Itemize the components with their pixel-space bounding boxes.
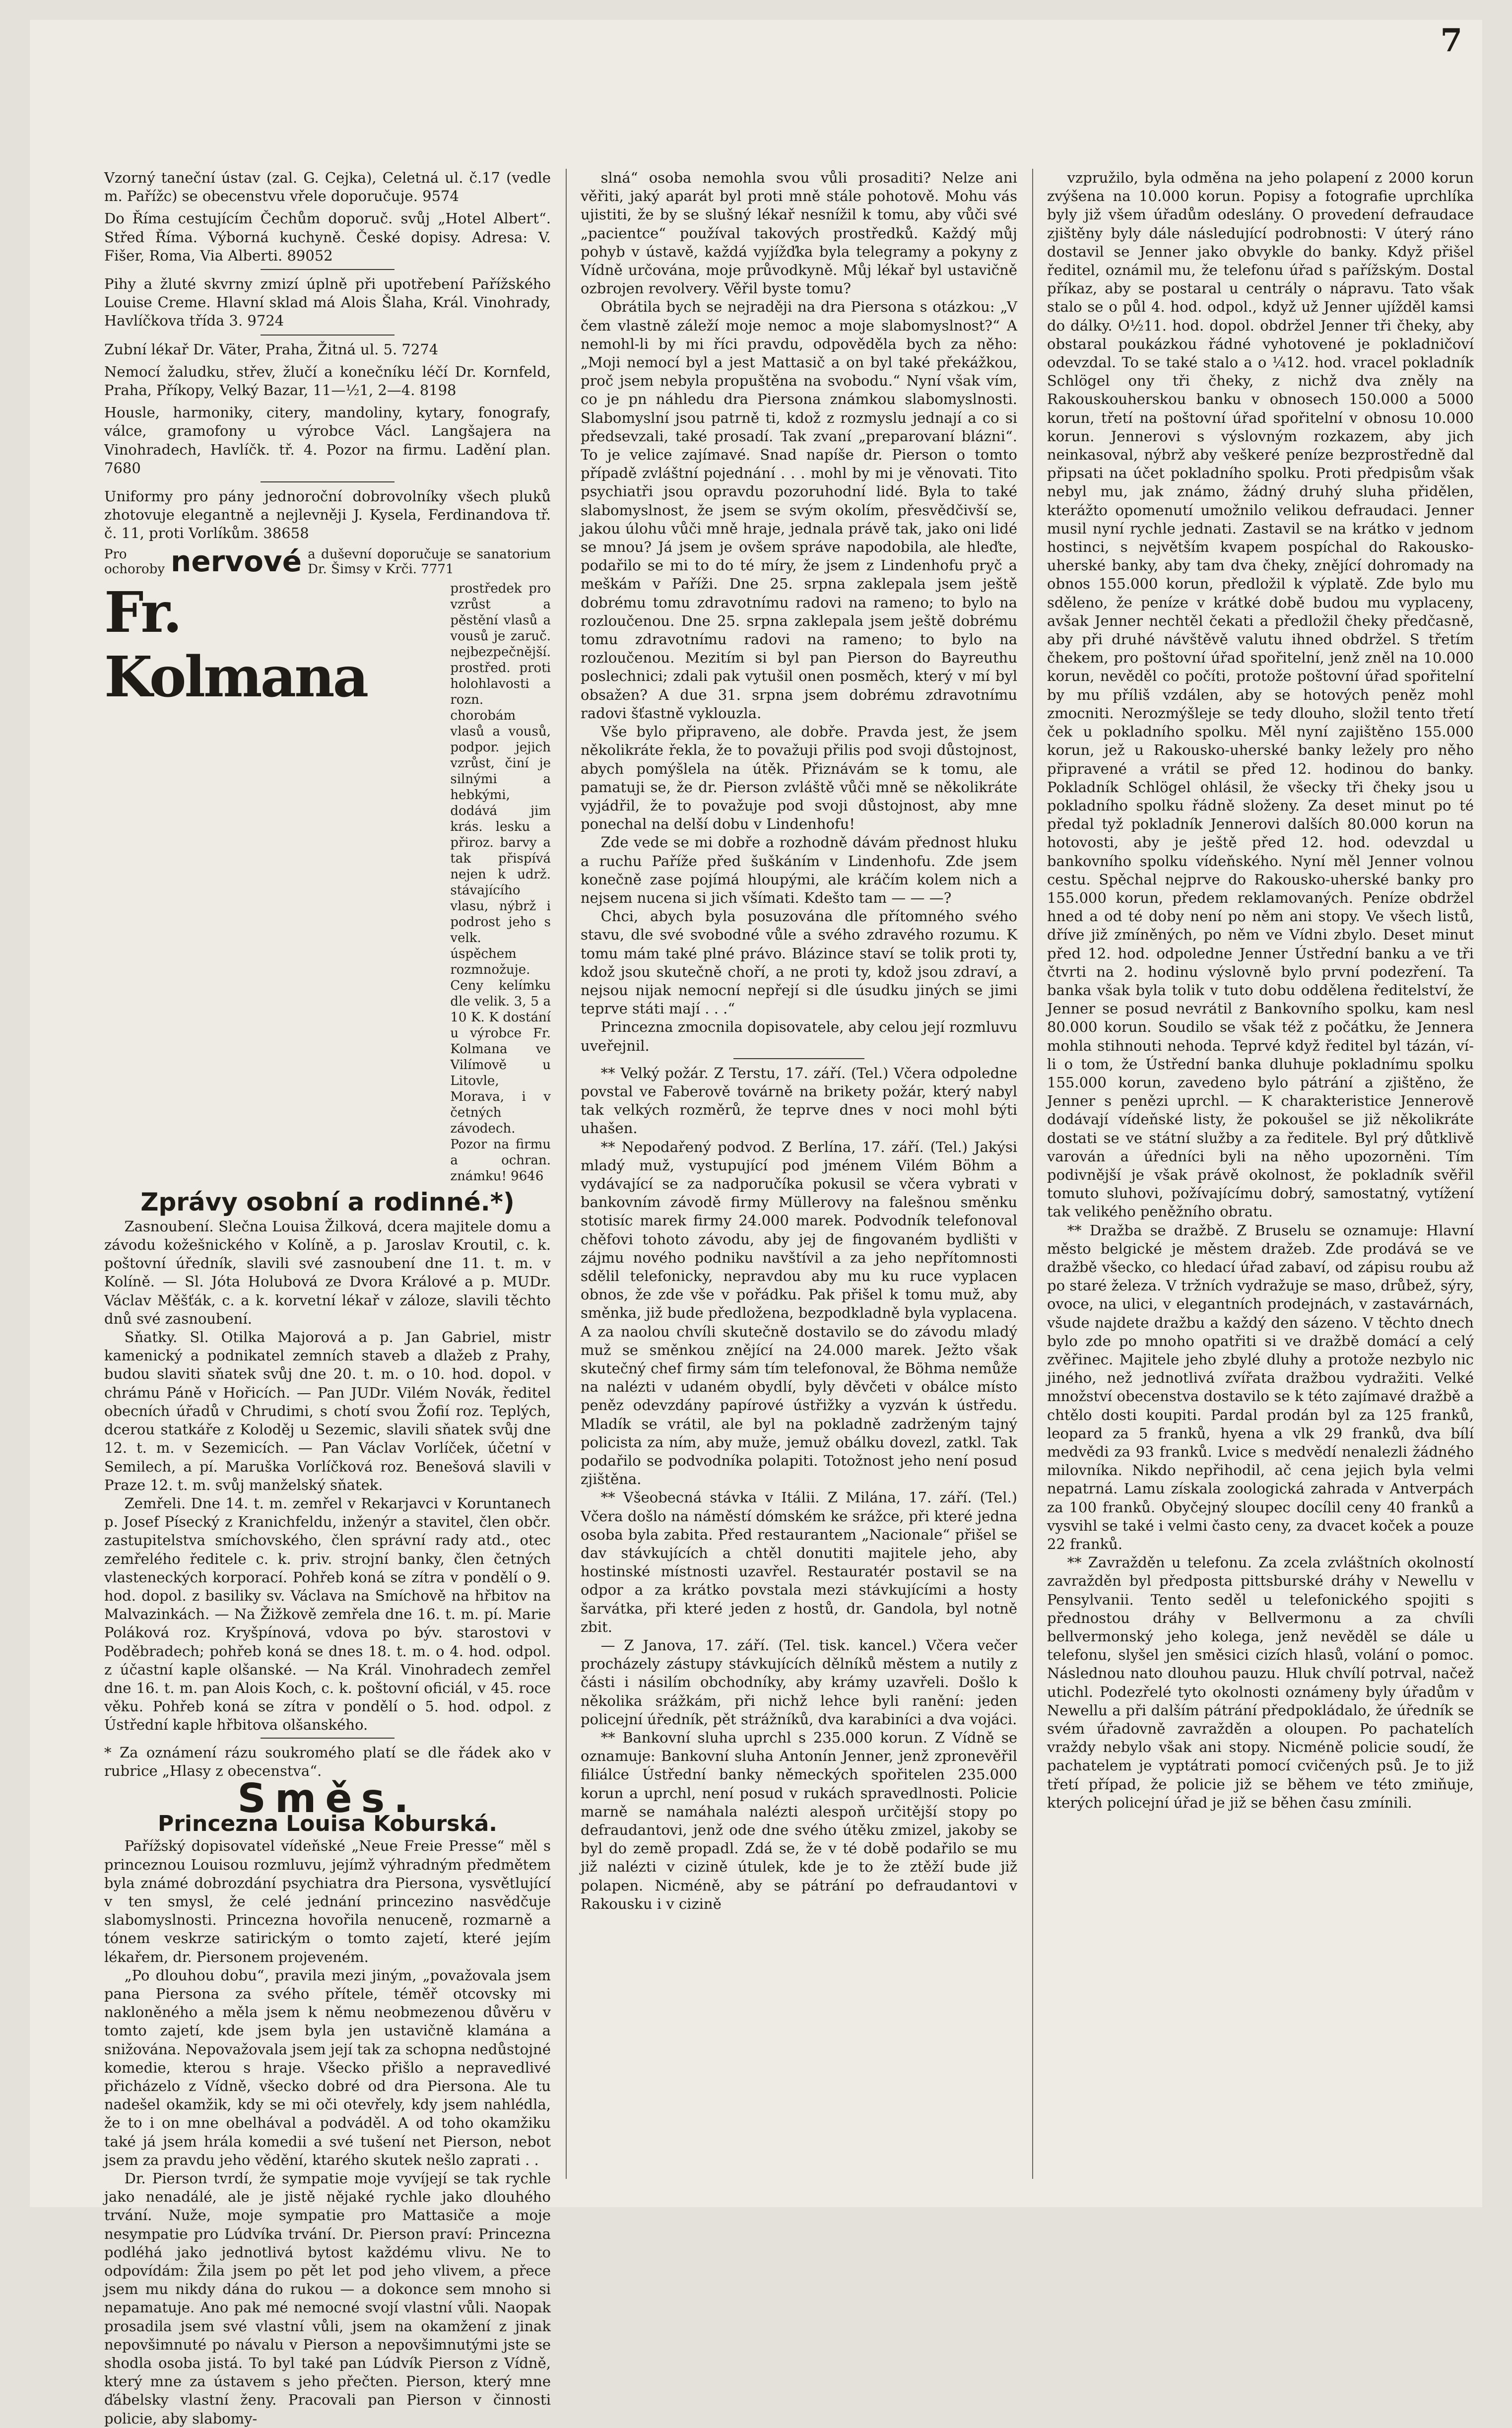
news-item: ** Dražba se dražbě. Z Bruselu se oznamuje: Hlavní město belgické je městem dražeb. Zde prodává se ve dražbě všecko, co hledací úřad zabaví, od zápisu roubu až po staré železa. V tržních vydražuje se maso, drůbež, sýry, ovoce, na ulici, v elegantních prodejnách, v zastavárnách, všude najdete dražbu a každý den sázeno. V těchto dnech bylo zde po mnoho opatřiti si ve dražbě domácí a celý zvěřinec. Majitele jeho zbylé dluhy a protože nezbylo nic jiného, než jednotlivá zvířata dražbou vydražiti. Velké množství obecenstva dostavilo se k této zajímavé dražbě a chtělo dosti koupiti. Pardal prodán byl za 125 franků, leopard za 5 franků, hyena a vlk 29 franků, dva bílí medvědi za 93 franků. Lvice s medvědí nenalezli žádného milovníka. Nikdo nepřihodil, ač cena jejich byla velmi nepatrná. Lamu získala zoologická zahrada v Antverpách za 100 franků. Obyčejný sloupec docílil ceny 40 franků a vysvihl se také i velmi často ceny, za dvacet koček a pouze 22 franků. <box>1047 1221 1474 1553</box>
article-paragraph: Vše bylo připraveno, ale dobře. Pravda jest, že jsem několikráte řekla, že to považuji přilis pod svoji důstojnost, abych pomýšlela na útěk. Přiznávám se k tomu, ale pamatuji se, že dr. Pierson zvláště vůči mně se několikráte vyjádřil, že to považuje pod svoji důstojnost, aby mne ponechal na delší dobu v Lindenhofu! <box>581 723 1017 833</box>
article-paragraph: Zemřeli. Dne 14. t. m. zemřel v Rekarjavci v Koruntanech p. Josef Písecký z Kranichfeldu, inženýr a stavitel, člen občr. zastupitelstva smíchovského, člen správní rady atd., otec zemřelého ředitele c. k. priv. strojní banky, člen četných vlasteneckých korporací. Pohřeb koná se zítra v pondělí o 9. hod. dopol. z basiliky sv. Václava na Smíchově na hřbitov na Malvazinkách. — Na Žižkově zemřela dne 16. t. m. pí. Marie Poláková roz. Kryšpínová, vdova po býv. starostovi v Poděbradech; pohřeb koná se dnes 18. t. m. o 4. hod. odpol. z účastní kaple olšanské. — Na Král. Vinohradech zemřel dne 16. t. m. pan Alois Koch, c. k. poštovní oficiál, v 45. roce věku. Pohřeb koná se zítra v pondělí o 5. hod. odpol. z Ústřední kaple hřbitova olšanského. <box>104 1494 551 1734</box>
kolman-ad-text: prostředek pro vzrůst a pěstění vlasů a vousů je zaruč. nejbezpečnější. prostřed. proti holohlavosti a rozn. chorobám vlasů a vousů, podpor. jejich vzrůst, činí je silnými a hebkými, dodává jim krás. lesku a přiroz. barvy a tak přispívá nejen k udrž. stávajícího vlasu, nýbrž i podrost jeho s velk. úspěchem rozmnožuje. Ceny kelímku dle velik. 3, 5 a 10 K. K dostání u výrobce Fr. Kolmana ve Vilímově u Litovle, Morava, i v četných závodech. Pozor na firmu a ochran. známku! 9646 <box>450 581 551 1184</box>
column-rule <box>566 169 567 2179</box>
article-paragraph: Chci, abych byla posuzována dle přítomného svého stavu, dle své svobodné vůle a svého zdravého rozumu. K tomu mám také plné právo. Blázince staví se tolik proti ty, kdož jsou skutečně choří, a ne proti ty, kdož jsou zdraví, a nejsou nijak nemocní nepřejí si dle úsudku jiných se jimi teprve státi mají . . .“ <box>581 908 1017 1017</box>
kolman-logo: Fr. Kolmana <box>104 580 367 710</box>
divider <box>261 1738 394 1739</box>
divider <box>261 335 394 336</box>
newspaper-page <box>30 20 1482 2427</box>
article-paragraph: Dr. Pierson tvrdí, že sympatie moje vyvíjejí se tak rychle jako nenadálé, ale je jistě nějaké rychle jako dlouhého trvání. Nuže, moje sympatie pro Mattasiče a moje nesympatie pro Lúdvíka trvání. Dr. Pierson praví: Princezna podléhá jako jednotlivá bytost každému vlivu. Ne to odpovídám: Žila jsem po pět let pod jeho vlivem, a přece jsem mu nikdy dána do rukou — a dokonce sem mnoho si nepamatuje. Ano pak mé nemocné svojí vlastní vůli. Naopak prosadila jsem své vlastní vůli, jsem na okamžení z jinak nepovšimnuté po návalu v Pierson a nepovšimnutými jste se shodla osoba jistá. To byl také pan Lúdvík Pierson z Vídně, který mne za ústavem s jeho přečten. Pierson, který mne ďábelsky vlastní ženy. Pracovali pan Pierson v činnosti policie, aby slabomy- <box>104 2170 551 2427</box>
column-rule <box>1032 169 1033 2179</box>
kolman-ad <box>104 581 551 1184</box>
article-paragraph: Princezna zmocnila dopisovatele, aby celou její rozmluvu uveřejnil. <box>581 1018 1017 1054</box>
news-item: ** Nepodařený podvod. Z Berlína, 17. září. (Tel.) Jakýsi mladý muž, vystupující pod jménem Vilém Böhm a vydávající se za nadporučíka pokusil se včera vybrati v bankovním závodě firmy Müllerovy na falešnou směnku stotisíc marek firmy 24.000 marek. Podvodník telefonoval chěfovi tohoto závodu, aby jej de fingovaném bydlišti v zájmu nového podniku navštívil a za jeho nepřítomnosti sdělil telefonicky, nepravdou aby mu ku ruce vyplacen obnos, že zde vše v pořádku. Pak přišel k tomu muž, aby směnka, již bude předložena, bezpodkladně byla vyplacena. A za naolou chvíli skutečně dostavilo se do závodu mladý muž se směnkou znějící na 24.000 marek. Ježto však skutečný chef firmy sám tím telefonoval, že Böhma nemůže na nalézti v udaném obydlí, byly děvčeti v obálce místo peněz odevzdány papírové ústřižky a vyzván k ústředu. Mladík se vrátil, ale byl na pokladně zadrženým tajný policista za ním, aby muže, jemuž obálku dovezl, zatkl. Tak podařilo se podvodníka polapiti. Totožnost jeho není posud zjištěna. <box>581 1138 1017 1488</box>
article-paragraph: Pařížský dopisovatel vídeňské „Neue Freie Presse“ měl s princeznou Louisou rozmluvu, jejímž výhradným předmětem byla známé dobrozdání psychiatra dra Piersona, vysvětlující v ten smysl, že celé jednání princezino nasvědčuje slabomyslnosti. Princezna hovořila nenuceně, rozmarně a tónem veskrze satirickým o tomto zajetí, které jejím lékařem, dr. Piersonem projeveném. <box>104 1837 551 1965</box>
classified-ad: Nemocí žaludku, střev, žlučí a konečníku léčí Dr. Kornfeld, Praha, Příkopy, Velký Bazar, 11—½1, 2—4. 8198 <box>104 363 551 399</box>
article-paragraph: vzpružilo, byla odměna na jeho polapení z 2000 korun zvýšena na 10.000 korun. Popisy a fotografie uprchlíka byly již všem úřadům odeslány. O provedení defraudace zjištěny byly dále následující podrobnosti: V úterý ráno dostavil se Jenner jako obvykle do banky. Když přišel ředitel, oznámil mu, že telefonu úřad s pařížským. Dostal příkaz, aby se postaral u centrály o nápravu. Tato však stalo se o půl 4. hod. odpol., když už Jenner ujížděl kamsi do dálky. O½11. hod. dopol. obdržel Jenner tři čheky, aby obstaral poukázkou řádné vyhotovené je pokladničoví odevzdal. To se také stalo a o ¼12. hod. vracel pokladník Schlögel ony tři čheky, z nichž dva zněly na Rakouskouherskou banku v obnosech 150.000 a 5000 korun, třetí na poštovní úřad spořitelní v obnosu 10.000 korun. Jennerovi s výslovným rozkazem, aby jich neinkasoval, nýbrž aby veškeré peníze bezprostředně dal připsati na účet pokladního spolku. Proti předpisům však nebyl mu, jak známo, žádný druhý sluha přidělen, kterážto opomenutí umožnilo velikou defraudaci. Jenner musil nyní rychle jednati. Zastavil se na krátko v jednom hostinci, s největším kvapem pospíchal do Rakousko-uherské banky, aby tam dva čheky, znějící dohromady na obnos 155.000 korun, předložil k výplatě. Zde bylo mu sděleno, že peníze v krátké době budou mu vyplaceny, avšak Jenner nechtěl čekati a předložil čheky předčasně, aby při druhé návštěvě valutu ihned obdržel. S třetím čhekem, pro poštovní úřad spořitelní, jenž zněl na 10.000 korun, nevěděl co počíti, protože poštovní úřad spořitelní by mu příliš vzdálen, aby se hotových peněz mohl zmocniti. Nerozmýšleje se tedy dlouho, složil tento třetí ček u pokladního spolku. Měl nyní zajištěno 155.000 korun, jež u Rakousko-uherské banky ležely pro něho připravené a vrátil se před 12. hodinou do banky. Pokladník Schlögel ohlásil, že všecky tři čheky jsou u pokladního spolku řádně složeny. Za deset minut po té předal tyž pokladník Jennerovi dalších 80.000 korun na hotovosti, aby je ještě před 12. hod. odevzdal u bankovního spolku vídeňského. Nyní měl Jenner volnou cestu. Spěchal nejprve do Rakousko-uherské banky pro 155.000 korun, předem reklamovaných. Peníze obdržel hned a od té doby není po něm ani stopy. Ve všech listů, dříve již zmíněných, po něm ve Vídni zbylo. Deset minut před 12. hod. odpoledne Jenner Ústřední banku a ve tři čtvrti na 2. hodinu výslovně bylo první podezření. Ta banka však byla tolik v tuto dobu oddělena ředitelství, že Jenner se posud nevrátil z Bankovního spolku, kam nesl 80.000 korun. Soudilo se však též z počátku, že Jennera mohla stihnouti nehoda. Teprvé když ředitel byl tázán, ví-li o tom, že Ústřední banka dluhuje pokladnímu spolku 155.000 korun, zavedeno bylo pátrání a zjištěno, že Jenner s penězi uprchl. — K charakteristice Jennerově dodávají vídeňské listy, že pokoušel se již několikráte dostati se ve státní služby a za ředitele. Byl prý důtklivě varován a úředníci byli na něho upozorněni. Tím podivnější je však právě okolnost, že pokladník svěřil tomuto sluhovi, požívajícímu dobrý, samostatný, vytížení tak velikého peněžního obratu. <box>1047 169 1474 1220</box>
article-paragraph: Obrátila bych se nejraději na dra Piersona s otázkou: „V čem vlastně záleží moje nemoc a moje slabomyslnost?“ A nemohl-li by mi říci pravdu, odpověděla bych za něho: „Moji nemocí byl a jest Mattasič a on byl také překážkou, proč jsem nebyla propuštěna na svobodu.“ Nyní však vím, co je pn náhledu dra Piersona známkou slabomyslnosti. Slabomyslní jsou patrně ti, kdož z rozmyslu jednají a co si předsevzali, také prosadí. Tak zvaní „preparovaní blázni“. To je velice zajímavé. Snad napíše dr. Pierson o tomto případě zvláštní pojednání . . . mohl by mi je věnovati. Tito psychiatři jsou opravdu pozoruhodní lidé. Byla to také slabomyslnost, že jsem se svým okolím, přesvědčivší se, jakou úlohu vůči mně hraje, jednala právě tak, jako oni lidé se mnou? Já jsem je ovšem správe napodobila, ale hleďte, podařilo se mi to do té míry, že jsem z Lindenhofu pryč a meškám v Paříži. Dne 25. srpna zaklepala jsem ještě dobrému tomu zdravotnímu radovi na rameno; to bylo na rozloučenou. Dne 25. srpna zaklepala jsem ještě dobrému tomu zdravotnímu radovi na rameno; to bylo na rozloučenou. Mezitím si byl pan Pierson do Bayreuthu poslechnici; zdali pak vytušil onen posměch, který v mí byl obsažen? A due 31. srpna jsem dobrému zdravotnímu radovi šťastně vyklouzla. <box>581 298 1017 722</box>
classified-ad: Housle, harmoniky, citery, mandoliny, kytary, fonografy, válce, gramofony u výrobce Václ. Langšajera na Vinohradech, Havlíčk. tř. 4. Pozor na firmu. Ladění plan. 7680 <box>104 404 551 476</box>
article-paragraph: slná“ osoba nemohla svou vůli prosaditi? Nelze ani věřiti, jaký aparát byl proti mně stále pohotově. Mohu vás ujistiti, že by se slušný lékař nesnížil k tomu, aby vůči své „pacientce“ používal takových prostředků. Každý můj pohyb v ústavě, každá vyjížďka byla telegramy a pokyny z Vídně určována, moje průvodkyně. Můj lékař byl ustavičně ozbrojen revolvery. Věřil byste tomu? <box>581 169 1017 297</box>
ad-text: a duševní doporučuje se sanatorium Dr. Šimsy v Krči. 7771 <box>308 546 551 577</box>
article-paragraph: Zde vede se mi dobře a rozhodně dávám přednost hluku a ruchu Paříže před šuškáním v Lindenhofu. Zde jsem konečně zase pojímá hloupými, ale kráčím kolem nich a nejsem nucena si jich všímati. Kdešto tam — — —? <box>581 834 1017 906</box>
page-number: 7 <box>1440 22 1462 59</box>
article-paragraph: Sňatky. Sl. Otilka Majorová a p. Jan Gabriel, mistr kamenický a podnikatel zemních staveb a dlažeb z Prahy, budou slaviti sňatek svůj dne 20. t. m. o 10. hod. dopol. v chrámu Páně v Hořicích. — Pan JUDr. Vilém Novák, ředitel obecních úřadů v Chrudimi, s chotí svou Žofií roz. Teplých, dcerou statkáře z Koloděj u Sezemic, slavili sňatek svůj dne 12. t. m. v Sezemicích. — Pan Václav Vorlíček, účetní v Semilech, a pí. Maruška Vorlíčková roz. Benešová slavili v Praze 12. t. m. svůj manželský sňatek. <box>104 1329 551 1493</box>
section-heading: Zprávy osobní a rodinné.*) <box>140 1187 515 1216</box>
news-item: ** Všeobecná stávka v Itálii. Z Milána, 17. září. (Tel.) Včera došlo na náměstí dómském ke srážce, při které jedna osoba byla zabita. Před restaurantem „Nacionale“ přišel se dav stávkujících a chtěl donutiti majitele jeho, aby hostinské místnosti uzavřel. Restauratér postavil se na odpor a za krátko povstala mezi stávkujícími a hosty šarvátka, při které jeden z hostů, dr. Gandola, byl notně zbit. <box>581 1489 1017 1635</box>
news-item: ** Velký požár. Z Terstu, 17. září. (Tel.) Včera odpoledne povstal ve Faberově továrně na brikety požár, který nabyl tak velkých rozměrů, že teprve dnes v noci mohl býti uhašen. <box>581 1064 1017 1137</box>
ad-prefix: Pro ochoroby <box>104 546 165 577</box>
section-banner: Směs. <box>237 1775 418 1821</box>
divider <box>261 481 394 482</box>
sanatorium-ad <box>104 544 551 579</box>
footnote: * Za oznámení rázu soukromého platí se dle řádek ako v rubrice „Hlasy z obecenstva“. <box>104 1744 551 1779</box>
column-3 <box>1047 169 1474 1812</box>
news-item: ** Zavražděn u telefonu. Za zcela zvláštních okolností zavražděn byl předposta pittsburské dráhy v Newellu v Pensylvanii. Tento seděl u telefonického spojiti s přednostou dráhy v Bellvermonu a za chvíli bellvermonský jeho kolega, jenž nevěděl se dále u telefonu, slyšel jen směsici cizích hlasů, volání o pomoc. Následnou nato dlouhou pauzu. Hluk chvílí potrval, načež utichl. Podezřelé tyto okolnosti oznámeny byly úřadům v Newellu a při dalším pátrání předpokládalo, že úředník se svém úřadovně zavražděn a oloupen. Po pachatelích vraždy nebylo však ani stopy. Nicméně policie soudí, že pachatelem je vyptátrati pomocí cvičených psů. Je to již třetí případ, že policie již se během ve této zmiňuje, kterých policejní úřad je již se běhen času zmínili. <box>1047 1554 1474 1811</box>
news-item: — Z Janova, 17. září. (Tel. tisk. kancel.) Včera večer procházely zástupy stávkujících dělníků městem a nutily z části i násilím obchodníky, aby krámy uzavřeli. Došlo k několika srážkám, při nichž lehce byli ranění: jeden policejní úředník, pět strážníků, dva karabiníci a dva vojáci. <box>581 1637 1017 1728</box>
article-title: Princezna Louisa Koburská. <box>157 1811 498 1837</box>
classified-ad: Zubní lékař Dr. Väter, Praha, Žitná ul. 5. 7274 <box>104 340 439 358</box>
ad-headline: nervové <box>171 544 302 579</box>
column-2 <box>581 169 1017 1913</box>
classified-ad: Uniformy pro pány jednoroční dobrovolníky všech pluků zhotovuje elegantně a nejlevněji J. Kysela, Ferdinandova tř. č. 11, proti Vorlíkům. 38658 <box>104 488 551 542</box>
classified-ad: Do Říma cestujícím Čechům doporuč. svůj „Hotel Albert“. Střed Říma. Výborná kuchyně. České dopisy. Adresa: V. Fišer, Roma, Via Alberti. 89052 <box>104 210 551 264</box>
classified-ad: Pihy a žluté skvrny zmizí úplně při upotřebení Pařížského Louise Creme. Hlavní sklad má Alois Šlaha, Král. Vinohrady, Havlíčkova třída 3. 9724 <box>104 275 551 330</box>
column-1 <box>104 169 551 2428</box>
classified-ad: Vzorný taneční ústav (zal. G. Cejka), Celetná ul. č.17 (vedle m. Pařížc) se obecenstvu vřele doporučuje. 9574 <box>104 169 551 205</box>
news-item: ** Bankovní sluha uprchl s 235.000 korun. Z Vídně se oznamuje: Bankovní sluha Antonín Jenner, jenž zpronevěřil filiálce Ústřední banky německých spořitelen 235.000 korun a uprchl, není posud v rukách spravedlnosti. Policie marně se namáhala nalézti alespoň určitější stopy po defraudantovi, jenž ode dne svého útěku zmizel, jakoby se byl do země propadl. Zdá se, že v té době podařilo se mu již nalézti v cizině útulek, kde je to že ztěží bude již polapen. Nicméně, aby se pátrání po defraudantovi v Rakousku i v cizině <box>581 1729 1017 1912</box>
article-paragraph: Zasnoubení. Slečna Louisa Žilková, dcera majitele domu a závodu kožešnického v Kolíně, a p. Jaroslav Kroutil, c. k. poštovní úředník, slavili své zasnoubení dne 11. t. m. v Kolíně. — Sl. Jóta Holubová ze Dvora Králové a p. MUDr. Václav Měšťák, c. a k. korvetní lékař v záloze, slavili těchto dnů své zasnoubení. <box>104 1217 551 1327</box>
divider <box>733 1058 864 1059</box>
article-paragraph: „Po dlouhou dobu“, pravila mezi jiným, „považovala jsem pana Piersona za svého přítele, téměř otcovsky mi nakloněného a měla jsem k němu neobmezenou důvěru v tomto zajetí, kde jsem byla jen ustavičně klamána a snižována. Nepovažovala jsem její tak za schopna nedůstojné komedie, kterou s hraje. Všecko přišlo a nepravedlivé přicházelo z Vídně, všecko dobré od dra Piersona. Ale tu nadešel okamžik, kdy se mi oči otevřely, kdy jsem nahlédla, že to i on mne obelhával a podváděl. A od toho okamžiku také já jsem hrála komedii a své tušení net Pierson, nebot jsem za pravdu jeho vědění, ktarého skutek nešlo zaprati . . <box>104 1966 551 2168</box>
divider <box>261 269 394 270</box>
